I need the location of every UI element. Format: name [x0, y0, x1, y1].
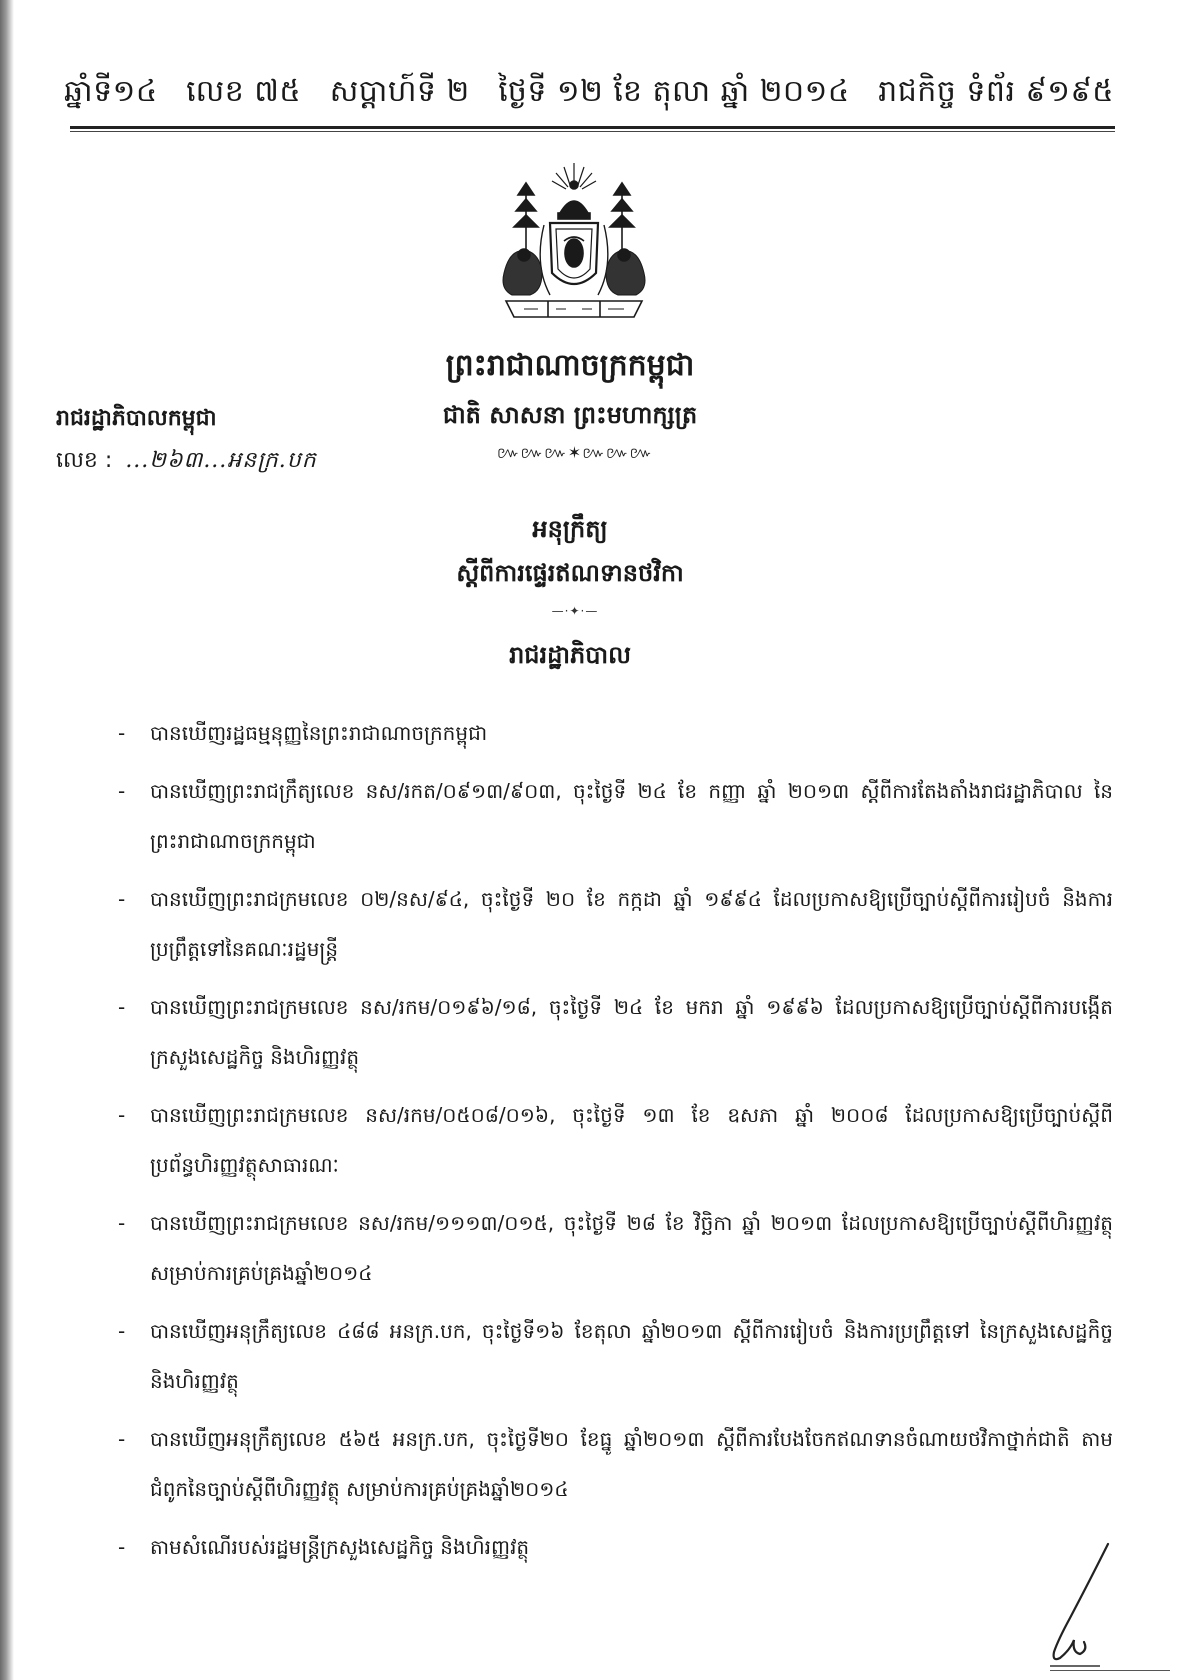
national-motto: ជាតិ សាសនា ព្រះមហាក្សត្រ: [442, 401, 698, 429]
preamble-clause: [118, 1522, 1113, 1572]
gazette-date: ថ្ងៃទី ១២ ខែ តុលា ឆ្នាំ ២០១៤: [498, 74, 850, 109]
clause-text: បានឃើញរដ្ឋធម្មនុញ្ញនៃព្រះរាជាណាចក្រកម្ពុជា: [150, 721, 488, 745]
preamble-clause: [118, 1198, 1113, 1298]
clause-dash: -: [118, 721, 126, 745]
section-divider: —·✦·—: [551, 604, 599, 618]
preamble-clause: [118, 1414, 1113, 1514]
preamble-clause: [118, 1090, 1113, 1190]
gazette-year: ឆ្នាំទី១៤: [64, 74, 158, 109]
gazette-issue: លេខ ៧៥: [186, 74, 302, 109]
issuing-body: រាជរដ្ឋាភិបាលកម្ពុជា: [56, 406, 217, 431]
reference-number: [56, 446, 317, 478]
clause-text: បានឃើញព្រះរាជក្រមលេខ នស/រកម/០១៩៦/១៨, ចុះថ្ងៃទី ២៤ ខែ មករា ឆ្នាំ ១៩៩៦ ដែលប្រកាសឱ្យប្រើច្បាប់ស្តីពីការបង្កើតក្រសួងសេដ្ឋកិច្ច និងហិរញ្ញវត្ថុ: [150, 995, 1113, 1069]
clause-dash: -: [118, 1319, 126, 1343]
clause-text: បានឃើញព្រះរាជក្រមលេខ ០២/នស/៩៤, ចុះថ្ងៃទី ២០ ខែ កក្កដា ឆ្នាំ ១៩៩៤ ដែលប្រកាសឱ្យប្រើច្បាប់ស្តីពីការរៀបចំ និងការប្រព្រឹត្តទៅនៃគណៈរដ្ឋមន្ត្រី: [150, 887, 1113, 961]
gazette-header: [64, 72, 1114, 116]
motto-ornament: ៚៚៚✶៚៚៚: [496, 443, 654, 462]
signature-initial: [1030, 1540, 1120, 1670]
preamble-clauses: [118, 708, 1113, 1580]
gazette-week: សប្តាហ៍ទី ២: [329, 74, 470, 109]
clause-dash: -: [118, 995, 126, 1019]
document-title: ស្តីពីការផ្ទេរឥណទានថវិកា: [456, 559, 684, 587]
clause-text: បានឃើញអនុក្រឹត្យលេខ ៤៨៨ អនក្រ.បក, ចុះថ្ងៃទី១៦ ខែតុលា ឆ្នាំ២០១៣ ស្តីពីការរៀបចំ និងការប្រព្រឹត្តទៅ នៃក្រសួងសេដ្ឋកិច្ច និងហិរញ្ញវត្ថុ: [150, 1319, 1113, 1393]
clause-dash: -: [118, 1211, 126, 1235]
preamble-clause: [118, 708, 1113, 758]
preamble-clause: [118, 874, 1113, 974]
header-rule: [70, 126, 1115, 129]
header-rule-thin: [70, 131, 1115, 132]
royal-coat-of-arms-icon: [484, 155, 664, 330]
preamble-clause: [118, 766, 1113, 866]
reference-label: លេខ :: [56, 448, 113, 473]
clause-text: តាមសំណើរបស់រដ្ឋមន្ត្រីក្រសួងសេដ្ឋកិច្ច និងហិរញ្ញវត្ថុ: [150, 1535, 530, 1559]
document-type: អនុក្រឹត្យ: [532, 515, 608, 543]
scan-edge-shadow: [0, 0, 14, 1680]
clause-dash: -: [118, 1427, 126, 1451]
bottom-rule: [1050, 1670, 1170, 1671]
clause-text: បានឃើញព្រះរាជក្រមលេខ នស/រកម/០៥០៨/០១៦, ចុះថ្ងៃទី ១៣ ខែ ឧសភា ឆ្នាំ ២០០៨ ដែលប្រកាសឱ្យប្រើច្បាប់ស្តីពីប្រព័ន្ធហិរញ្ញវត្ថុសាធារណៈ: [150, 1103, 1113, 1177]
clause-dash: -: [118, 779, 126, 803]
preamble-clause: [118, 982, 1113, 1082]
gazette-page: រាជកិច្ច ទំព័រ ៩១៩៥: [878, 74, 1114, 109]
issuer-heading: រាជរដ្ឋាភិបាល: [509, 641, 631, 669]
clause-text: បានឃើញព្រះរាជក្រឹត្យលេខ នស/រកត/០៩១៣/៩០៣, ចុះថ្ងៃទី ២៤ ខែ កញ្ញា ឆ្នាំ ២០១៣ ស្តីពីការតែងតាំងរាជរដ្ឋាភិបាល នៃព្រះរាជាណាចក្រកម្ពុជា: [150, 779, 1113, 853]
clause-dash: -: [118, 1535, 126, 1559]
clause-text: បានឃើញព្រះរាជក្រមលេខ នស/រកម/១១១៣/០១៥, ចុះថ្ងៃទី ២៨ ខែ វិច្ឆិកា ឆ្នាំ ២០១៣ ដែលប្រកាសឱ្យប្រើច្បាប់ស្តីពីហិរញ្ញវត្ថុ សម្រាប់ការគ្រប់គ្រងឆ្នាំ២០១៤: [150, 1211, 1113, 1285]
preamble-clause: [118, 1306, 1113, 1406]
clause-dash: -: [118, 1103, 126, 1127]
clause-dash: -: [118, 887, 126, 911]
clause-text: បានឃើញអនុក្រឹត្យលេខ ៥៦៥ អនក្រ.បក, ចុះថ្ងៃទី២០ ខែធ្នូ ឆ្នាំ២០១៣ ស្តីពីការបែងចែកឥណទានចំណាយថវិកាថ្នាក់ជាតិ តាមជំពូកនៃច្បាប់ស្តីពីហិរញ្ញវត្ថុ សម្រាប់ការគ្រប់គ្រងឆ្នាំ២០១៤: [150, 1427, 1113, 1501]
reference-value: ...២៦៣...អនក្រ.បក: [125, 448, 317, 473]
kingdom-name: ព្រះរាជាណាចក្រកម្ពុជា: [445, 348, 695, 383]
